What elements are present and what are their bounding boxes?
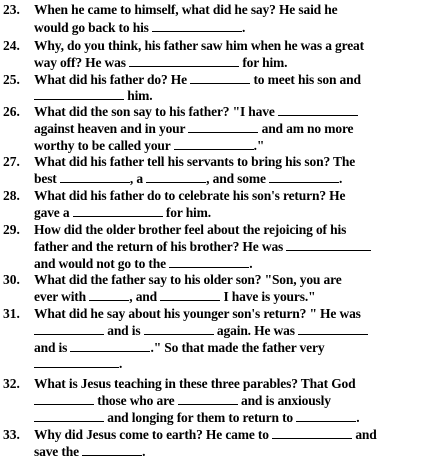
question-text: I have is yours." [220, 289, 316, 304]
question-text: What did the father say to his older son? "Son, you are [34, 272, 342, 287]
question-line [34, 20, 245, 35]
question-text: When he came to himself, what did he say? He said he [34, 2, 338, 17]
question-number: 23. [3, 2, 20, 17]
question-text: . [356, 410, 360, 425]
question-line [34, 205, 211, 220]
answer-blank[interactable] [298, 323, 368, 335]
question-text: way off? He was [34, 55, 130, 70]
question-text: father and the return of his brother? He was [34, 239, 287, 254]
question-line [34, 239, 371, 254]
question-text: and is anxiously [237, 393, 331, 408]
question-line [34, 72, 361, 87]
answer-blank[interactable] [190, 72, 250, 84]
answer-blank[interactable] [169, 256, 249, 268]
answer-blank[interactable] [60, 171, 130, 183]
question-text: , a [129, 171, 147, 186]
answer-blank[interactable] [174, 138, 254, 150]
question-text: . [249, 256, 253, 271]
answer-blank[interactable] [70, 340, 150, 352]
question-line [34, 340, 324, 355]
question-number: 33. [3, 427, 20, 442]
question-line [34, 38, 364, 53]
question-line [34, 289, 315, 304]
question-text: best [34, 171, 60, 186]
question-line [34, 272, 342, 287]
answer-blank[interactable] [34, 356, 119, 368]
question-text: What did his father do to celebrate his son's return? He [34, 188, 346, 203]
question-text: What did he say about his younger son's return? " He was [34, 306, 361, 321]
question-text: Why did Jesus come to earth? He came to [34, 427, 273, 442]
question-text: What did his father do? He [34, 72, 191, 87]
question-text: What did the son say to his father? "I have [34, 104, 278, 119]
question-line [34, 154, 355, 169]
answer-blank[interactable] [34, 88, 124, 100]
answer-blank[interactable] [188, 121, 258, 133]
question-line [34, 138, 264, 153]
question-text: and [352, 427, 377, 442]
question-line [34, 2, 337, 17]
question-text: ." [253, 138, 265, 153]
question-text: What is Jesus teaching in these three parables? That God [34, 376, 356, 391]
question-text: for him. [162, 205, 211, 220]
question-text: , and some [206, 171, 270, 186]
answer-blank[interactable] [146, 171, 206, 183]
question-number: 29. [3, 222, 20, 237]
answer-blank[interactable] [89, 289, 129, 301]
question-text: would go back to his [34, 20, 153, 35]
question-line [34, 171, 342, 186]
answer-blank[interactable] [34, 393, 94, 405]
answer-blank[interactable] [278, 104, 358, 116]
question-text: against heaven and in your [34, 121, 189, 136]
answer-blank[interactable] [82, 444, 142, 456]
question-text: and is [104, 323, 144, 338]
answer-blank[interactable] [34, 323, 104, 335]
question-line [34, 323, 368, 338]
answer-blank[interactable] [144, 323, 214, 335]
question-text: ever with [34, 289, 90, 304]
question-number: 25. [3, 72, 20, 87]
question-text: save the [34, 444, 83, 459]
question-line [34, 222, 346, 237]
question-text: , and [129, 289, 161, 304]
question-text: and would not go to the [34, 256, 170, 271]
question-number: 26. [3, 104, 20, 119]
question-text: Why, do you think, his father saw him when he was a great [34, 38, 365, 53]
question-line [34, 427, 377, 442]
question-line [34, 88, 153, 103]
question-line [34, 121, 353, 136]
question-line [34, 410, 360, 425]
question-line [34, 306, 361, 321]
question-number: 31. [3, 306, 20, 321]
question-line [34, 104, 358, 119]
answer-blank[interactable] [272, 427, 352, 439]
question-line [34, 55, 287, 70]
answer-blank[interactable] [129, 55, 239, 67]
answer-blank[interactable] [34, 410, 104, 422]
question-line [34, 256, 252, 271]
question-text: . [142, 444, 146, 459]
answer-blank[interactable] [73, 205, 163, 217]
question-text: to meet his son and [250, 72, 361, 87]
question-text: those who are [94, 393, 178, 408]
question-number: 28. [3, 188, 20, 203]
question-line [34, 188, 345, 203]
question-number: 27. [3, 154, 20, 169]
question-text: and is [34, 340, 71, 355]
question-text: . [119, 356, 123, 371]
answer-blank[interactable] [296, 410, 356, 422]
question-text: him. [124, 88, 153, 103]
question-text: . [339, 171, 343, 186]
answer-blank[interactable] [178, 393, 238, 405]
question-text: What did his father tell his servants to bring his son? The [34, 154, 356, 169]
question-text: . [242, 20, 246, 35]
question-text: and longing for them to return to [104, 410, 297, 425]
question-text: for him. [239, 55, 288, 70]
question-number: 32. [3, 376, 20, 391]
question-text: worthy to be called your [34, 138, 174, 153]
question-number: 30. [3, 272, 20, 287]
question-line [34, 376, 356, 391]
question-number: 24. [3, 38, 20, 53]
question-text: again. He was [213, 323, 299, 338]
question-text: gave a [34, 205, 73, 220]
question-line [34, 356, 122, 371]
question-text: and am no more [258, 121, 354, 136]
answer-blank[interactable] [269, 171, 339, 183]
answer-blank[interactable] [152, 20, 242, 32]
question-line [34, 444, 145, 459]
answer-blank[interactable] [160, 289, 220, 301]
question-text: How did the older brother feel about the rejoicing of his [34, 222, 347, 237]
question-text: ." So that made the father very [150, 340, 325, 355]
question-line [34, 393, 331, 408]
answer-blank[interactable] [286, 239, 371, 251]
